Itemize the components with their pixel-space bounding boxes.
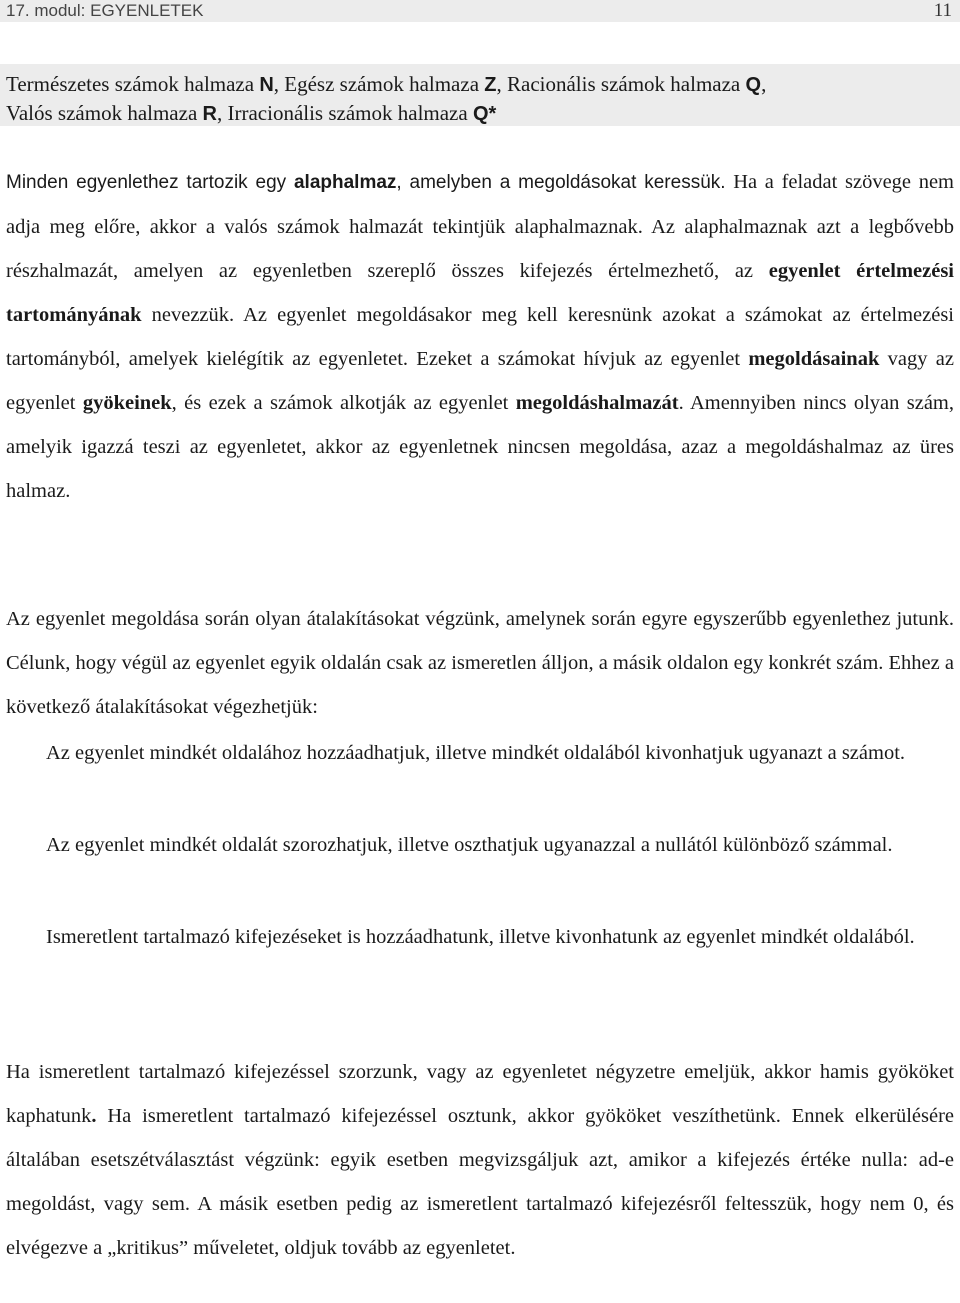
- text-run: nevezzük. Az egyenlet megoldásakor meg kell keresnünk azokat a számokat az értelmezési tartományból, amelyek kielégítik az egyenletet.: [6, 304, 954, 370]
- text-run: Ha a feladat szövege nem adja meg előre, akkor a valós számok halmazát tekintjük alaphalmaznak. Az alaphalmaznak azt a legbővebb részhalmazát, amelyen az egyenletben szereplő összes kifejezés értelmezhető, az: [6, 171, 954, 282]
- sets-text: Valós számok halmaza: [6, 101, 203, 125]
- paragraph-false-roots: [6, 1050, 954, 1270]
- term-ertelmezesi-tartomany: egyenlet értelmezési tartományának: [6, 260, 954, 326]
- set-symbol-q: Q: [745, 74, 762, 96]
- set-symbol-z: Z: [484, 74, 497, 96]
- list-item: Az egyenlet mindkét oldalát szorozhatjuk, illetve oszthatjuk ugyanazzal a nullától különböző számmal.: [46, 834, 893, 856]
- term-megoldashalmazat: megoldáshalmazát: [515, 392, 679, 414]
- text-run: Ha ismeretlent tartalmazó kifejezéssel osztunk, akkor gyököket veszíthetünk.: [96, 1105, 781, 1127]
- text-run: Ezeket a számokat hívjuk az egyenlet: [408, 348, 749, 370]
- module-title: 17. modul: EGYENLETEK: [6, 1, 204, 20]
- sets-text: , Egész számok halmaza: [273, 72, 485, 96]
- term-gyokeinek: gyökeinek: [82, 392, 172, 414]
- text-run: .: [91, 1105, 97, 1127]
- text-run: Ennek elkerülésére általában esetszétválasztást végzünk: egyik esetben megvizsgáljuk azt, amikor a kifejezés értéke nulla: ad-e megoldást, vagy sem. A másik esetben pedig az ismeretlent tartalmazó kifejezésről feltesszük, hogy nem 0, és elvégezve a „kritikus” műveletet, oldjuk tovább az egyenletet.: [6, 1105, 955, 1259]
- paragraph-definitions: [6, 160, 954, 513]
- text-run: Minden egyenlethez tartozik egy: [6, 172, 294, 193]
- term-alaphalmaz: alaphalmaz: [293, 172, 397, 193]
- page-number: 11: [933, 0, 952, 21]
- paragraph-transformations-intro: Az egyenlet megoldása során olyan átalakításokat végzünk, amelynek során egyre egyszerűbb egyenlethez jutunk. Célunk, hogy végül az egyenlet egyik oldalán csak az ismeretlen álljon, a másik oldalon egy konkrét szám. Ehhez a következő átalakításokat végezhetjük:: [6, 608, 954, 718]
- set-symbol-r: R: [202, 103, 217, 125]
- term-megoldasainak: megoldásainak: [748, 348, 880, 370]
- set-symbol-q-star: Q*: [472, 103, 497, 125]
- page-header: [0, 0, 960, 22]
- text-run: Ha ismeretlent tartalmazó kifejezéssel szorzunk, vagy az egyenletet négyzetre emeljük, akkor hamis gyököket kaphatunk: [6, 1061, 954, 1127]
- set-symbol-n: N: [259, 74, 274, 96]
- sets-text: ,: [761, 72, 767, 96]
- sets-line-2: [6, 98, 496, 130]
- list-item: Ismeretlent tartalmazó kifejezéseket is hozzáadhatunk, illetve kivonhatunk az egyenlet mindkét oldalából.: [46, 926, 915, 948]
- number-sets-box: [0, 64, 960, 126]
- sets-text: , Racionális számok halmaza: [496, 72, 746, 96]
- text-run: vagy az egyenlet: [6, 348, 954, 414]
- sets-text: , Irracionális számok halmaza: [216, 101, 473, 125]
- text-run: . Amennyiben nincs olyan szám, amelyik igazzá teszi az egyenletet, akkor az egyenletnek nincsen megoldása, azaz a megoldáshalmaz az üres halmaz.: [6, 392, 955, 502]
- sets-text: Természetes számok halmaza: [6, 72, 260, 96]
- text-run: , és ezek a számok alkotják az egyenlet: [171, 392, 516, 414]
- text-run: , amelyben a megoldásokat keressük.: [396, 172, 726, 193]
- sets-line-1: [6, 69, 766, 101]
- list-item: Az egyenlet mindkét oldalához hozzáadhatjuk, illetve mindkét oldalából kivonhatjuk ugyanazt a számot.: [46, 742, 906, 764]
